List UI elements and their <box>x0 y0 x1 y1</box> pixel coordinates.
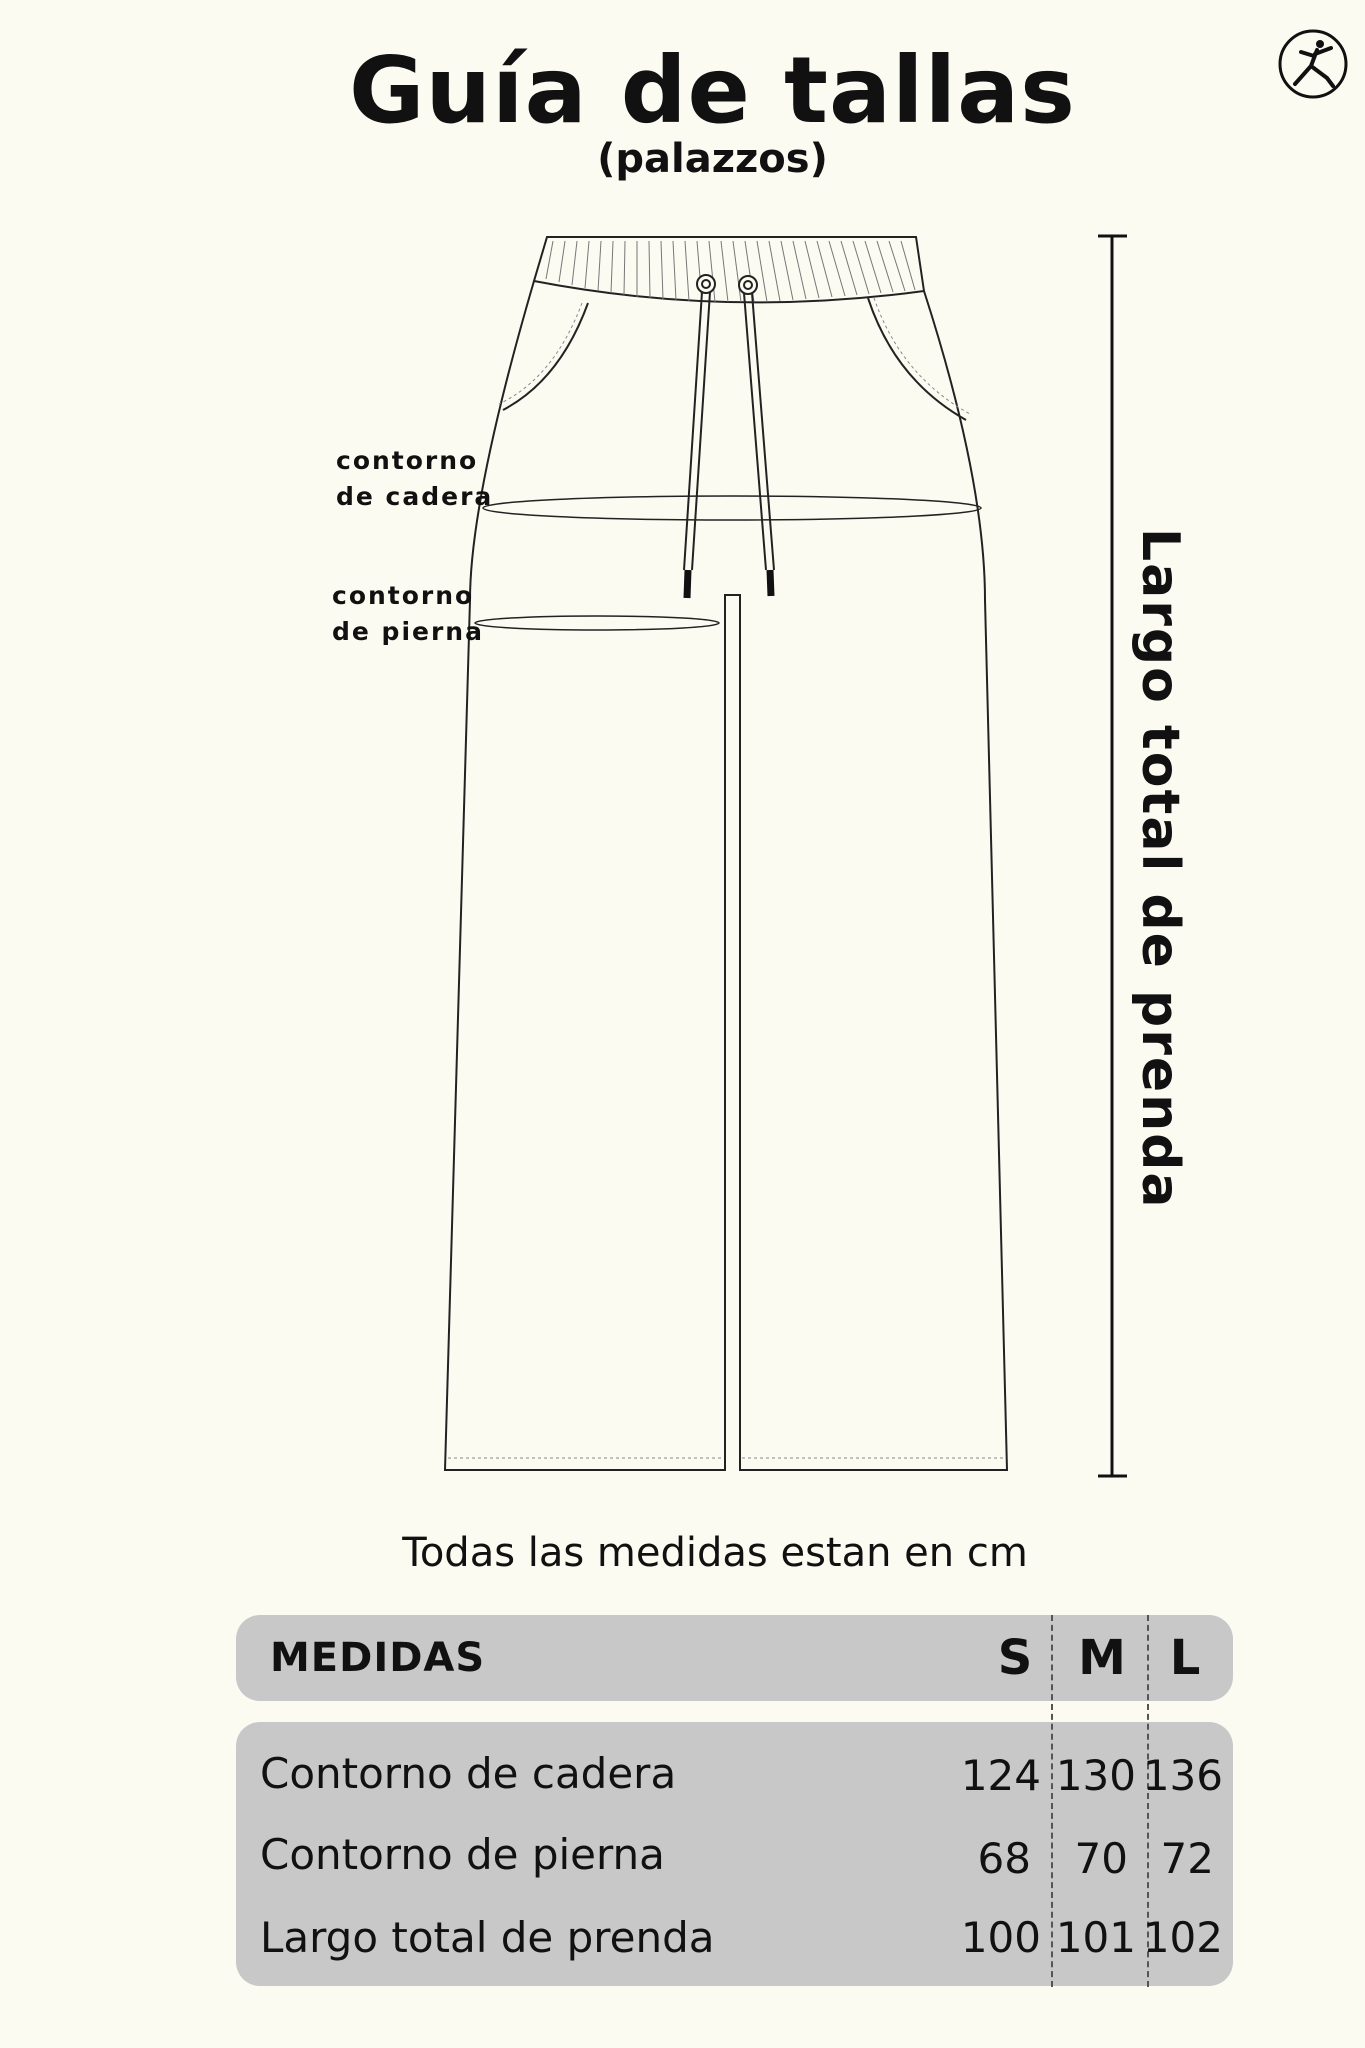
row-label-cadera: Contorno de cadera <box>260 1749 677 1798</box>
page-subtitle: (palazzos) <box>597 136 828 182</box>
value-cadera-l: 136 <box>1142 1751 1223 1800</box>
hip-measure-line <box>483 496 981 520</box>
value-largo-l: 102 <box>1142 1913 1223 1962</box>
pants-outline <box>445 281 1007 1470</box>
size-m-header: M <box>1078 1630 1126 1686</box>
hip-label: contorno de cadera <box>336 446 494 511</box>
units-note: Todas las medidas estan en cm <box>402 1530 1028 1576</box>
table-header-label: MEDIDAS <box>270 1635 486 1681</box>
value-largo-m: 101 <box>1055 1913 1136 1962</box>
size-l-header: L <box>1169 1630 1201 1686</box>
value-cadera-s: 124 <box>960 1751 1041 1800</box>
leg-label: contorno de pierna <box>332 581 484 646</box>
row-label-pierna: Contorno de pierna <box>260 1830 665 1879</box>
row-label-largo: Largo total de prenda <box>260 1913 715 1962</box>
value-cadera-m: 130 <box>1055 1751 1136 1800</box>
value-largo-s: 100 <box>960 1913 1041 1962</box>
waistband <box>534 237 924 302</box>
page-title: Guía de tallas <box>349 37 1076 144</box>
value-pierna-s: 68 <box>977 1834 1031 1883</box>
size-s-header: S <box>997 1630 1033 1686</box>
length-label: Largo total de prenda <box>1130 528 1190 1210</box>
value-pierna-l: 72 <box>1160 1834 1214 1883</box>
leg-measure-line <box>475 616 719 630</box>
value-pierna-m: 70 <box>1074 1834 1128 1883</box>
